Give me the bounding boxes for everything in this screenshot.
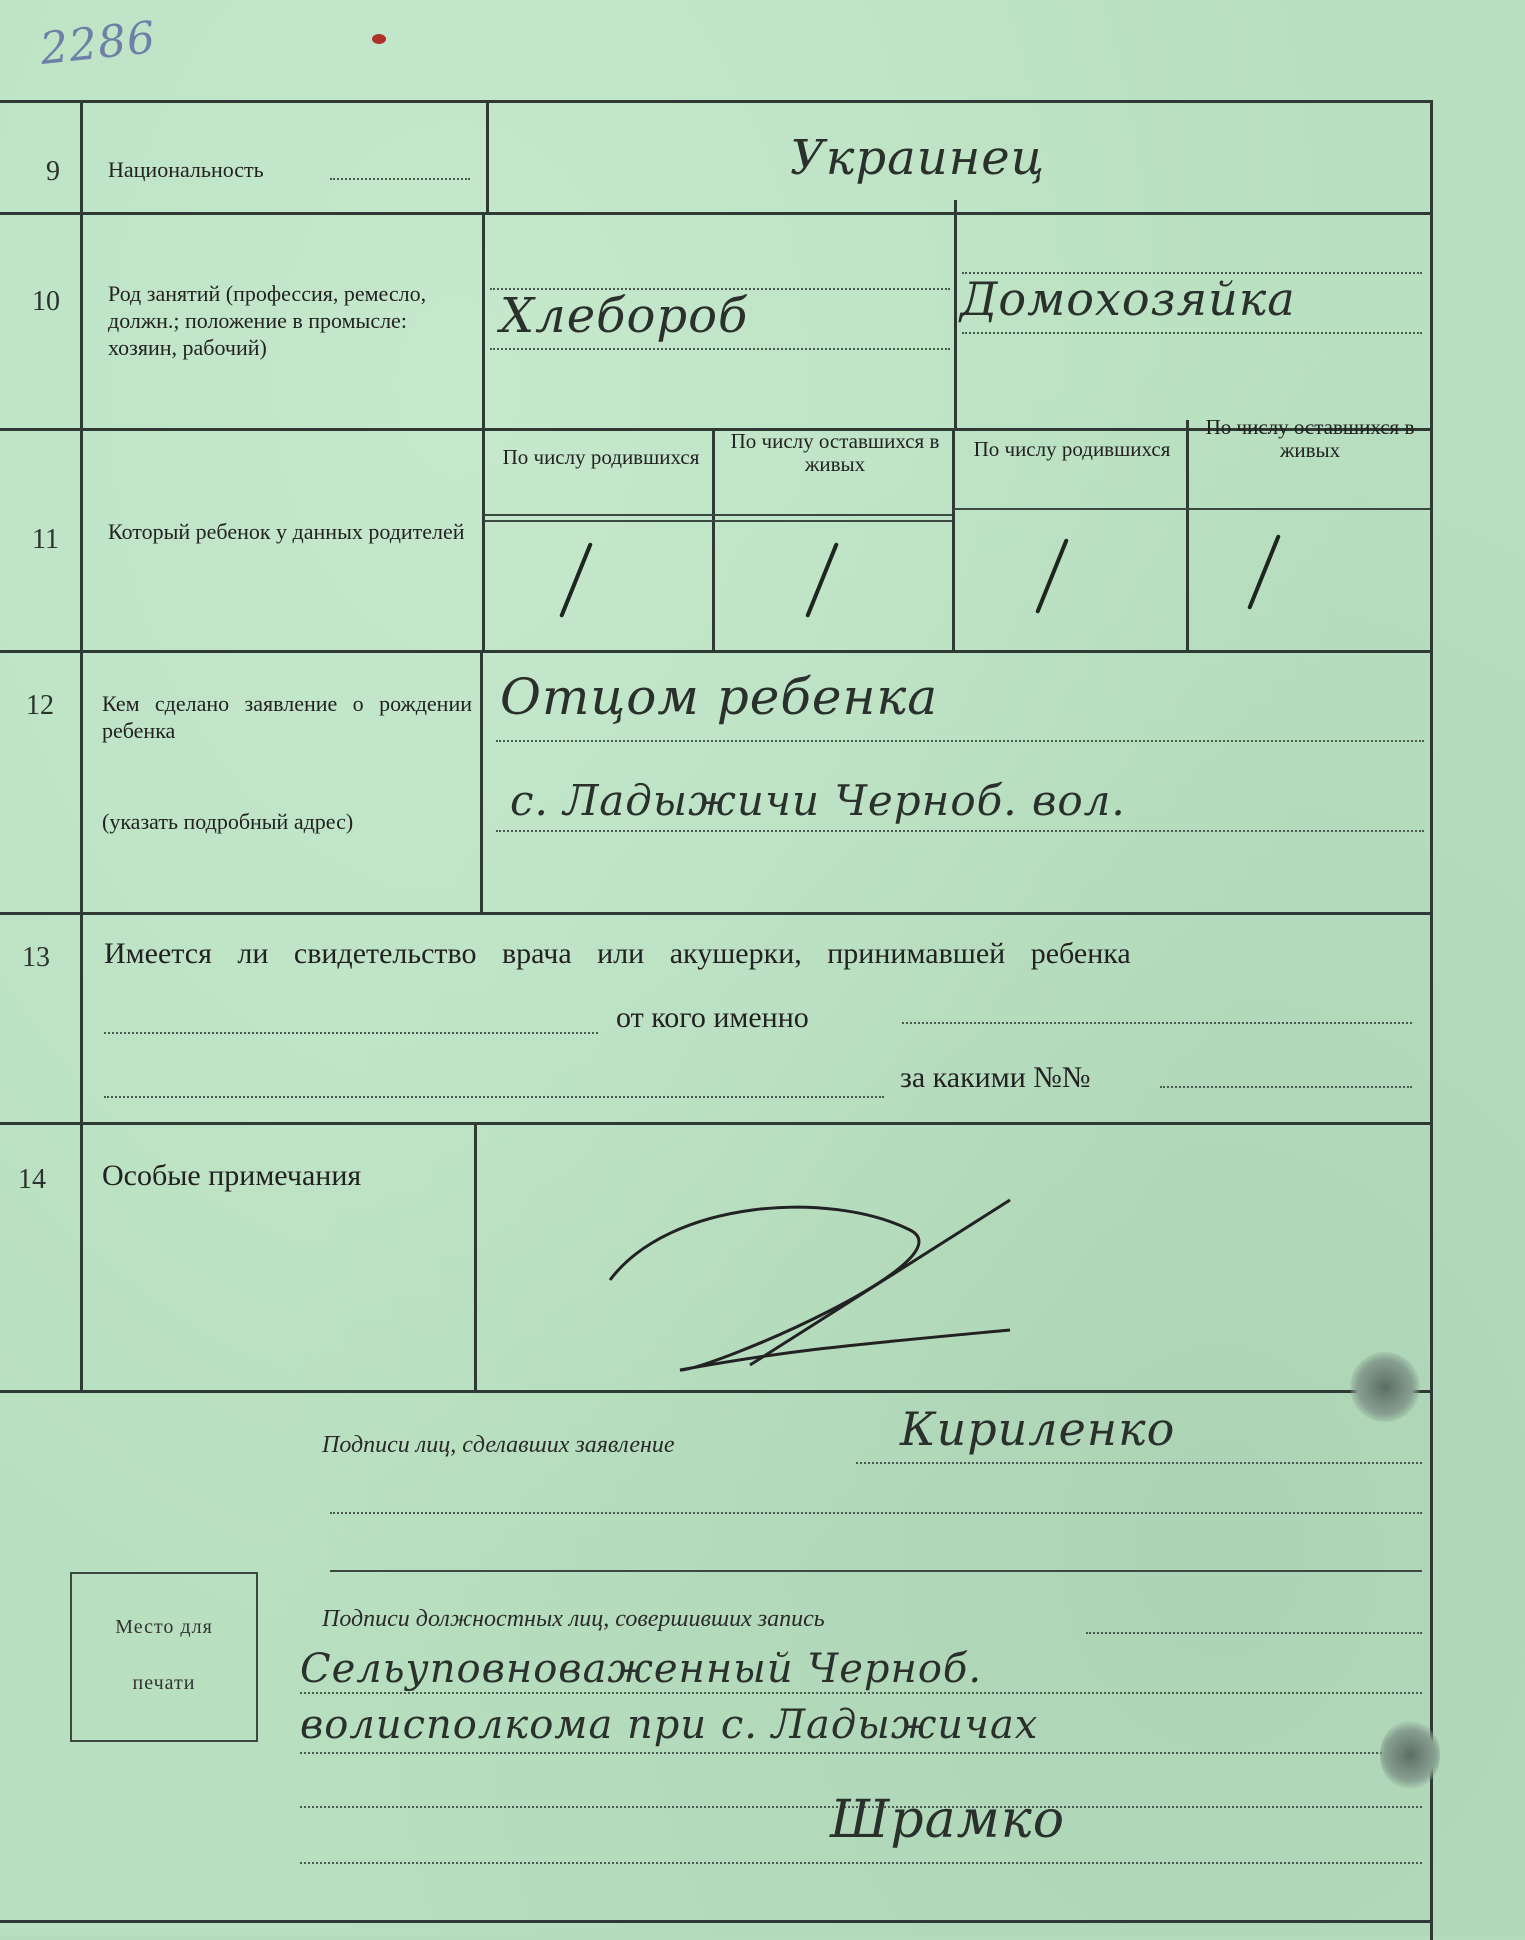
corner-note: 2286: [37, 12, 159, 75]
row-14-number: 14: [18, 1164, 46, 1195]
row-9-divider: [486, 100, 489, 212]
row-14-crossout-mark: [590, 1170, 1070, 1390]
binding-hole-2: [1380, 1720, 1440, 1790]
row-11-col3-header: По числу родившихся: [973, 437, 1171, 461]
row-11-label: Который ребенок у данных родителей: [108, 519, 465, 544]
row-11-col4-header: По числу оставшихся в живых: [1205, 415, 1415, 462]
row-11-header-line-c: [954, 508, 1430, 510]
row-11-col-divider-2: [952, 428, 955, 650]
row-14-label: Особые примечания: [102, 1159, 362, 1192]
row-11-value3-stroke: [1035, 538, 1069, 614]
red-mark: [372, 34, 386, 44]
row-11-divider: [482, 428, 485, 650]
row-11-header-line-a: [484, 514, 952, 516]
officials-line-2: [300, 1692, 1422, 1694]
declarant-address-value: с. Ладыжичи Черноб. вол.: [510, 776, 1126, 825]
row-13-line3: за какими №№: [900, 1061, 1091, 1094]
officials-signature-label: Подписи должностных лиц, совершивших запись: [322, 1606, 825, 1632]
row-9-bottom: [0, 212, 1432, 215]
officials-line-1: [1086, 1632, 1422, 1634]
row-14-divider: [474, 1122, 477, 1390]
row-12-divider: [480, 650, 483, 912]
applicant-signature-value: Кириленко: [900, 1402, 1176, 1456]
row-13-dotted-d: [1160, 1086, 1412, 1088]
form-bottom-border: [0, 1920, 1432, 1923]
mother-occupation-value: Домохозяйка: [960, 272, 1296, 326]
applicant-signature-line-2: [330, 1512, 1422, 1514]
row-9-number: 9: [46, 156, 60, 187]
row-10-father-line2: [490, 348, 950, 350]
table-right-border: [1430, 100, 1433, 1940]
applicant-signature-label: Подписи лиц, сделавших заявление: [322, 1432, 675, 1458]
row-14-bottom: [0, 1390, 1432, 1393]
row-11-col-divider-3: [1186, 420, 1189, 650]
row-12-line1: [496, 740, 1424, 742]
applicant-signature-rule: [330, 1570, 1422, 1572]
row-12-bottom: [0, 912, 1432, 915]
officials-line-5: [300, 1862, 1422, 1864]
declarant-value: Отцом ребенка: [500, 668, 939, 726]
officials-value-line1: Сельуповноваженный Черноб.: [300, 1646, 983, 1692]
number-column-divider: [80, 100, 83, 1390]
row-11-number: 11: [32, 524, 59, 555]
row-11-col-divider-1: [712, 428, 715, 650]
row-12-label: Кем сделано заявление о рождении ребенка: [102, 691, 472, 743]
row-9-label: Национальность: [108, 157, 264, 182]
row-13-dotted-a: [104, 1032, 598, 1034]
row-9-leader: [330, 178, 470, 180]
row-10-label: Род занятий (профессия, ремесло, должн.; положение в промысле: хозяин, рабочий): [108, 281, 427, 360]
row-10-mother-line2: [962, 332, 1422, 334]
father-occupation-value: Хлебороб: [500, 288, 749, 344]
row-11-value4-stroke: [1247, 534, 1281, 610]
row-13-line1: Имеется ли свидетельство врача или акушерки, принимавшей ребенка: [104, 937, 1131, 970]
row-10-number: 10: [32, 286, 60, 317]
binding-hole-1: [1350, 1352, 1420, 1422]
row-11-col2-header: По числу оставшихся в живых: [730, 429, 940, 476]
row-12-address-label: (указать подробный адрес): [102, 809, 354, 834]
row-12-line2: [496, 830, 1424, 832]
row-10-divider: [482, 212, 485, 428]
stamp-label-1: Место для: [115, 1616, 213, 1638]
officials-value-line2: волисполкома при с. Ладыжичах: [300, 1702, 1039, 1748]
stamp-box: [70, 1572, 258, 1742]
nationality-value: Украинец: [790, 130, 1046, 186]
applicant-signature-line: [856, 1462, 1422, 1464]
row-13-dotted-c: [104, 1096, 884, 1098]
officials-line-3: [300, 1752, 1422, 1754]
row-11-value1-stroke: [559, 542, 593, 618]
stamp-label-2: печати: [132, 1672, 196, 1694]
officials-signature: Шрамко: [830, 1790, 1066, 1850]
row-13-number: 13: [22, 942, 50, 973]
row-11-col1-header: По числу родившихся: [502, 445, 700, 469]
row-10-mid-divider: [954, 200, 957, 428]
table-top-border: [0, 100, 1432, 103]
row-13-line2: от кого именно: [616, 1001, 809, 1034]
row-13-bottom: [0, 1122, 1432, 1125]
row-13-dotted-b: [902, 1022, 1412, 1024]
row-11-bottom: [0, 650, 1432, 653]
row-11-header-line-b: [484, 520, 952, 522]
row-11-value2-stroke: [805, 542, 839, 618]
row-12-number: 12: [26, 690, 54, 721]
